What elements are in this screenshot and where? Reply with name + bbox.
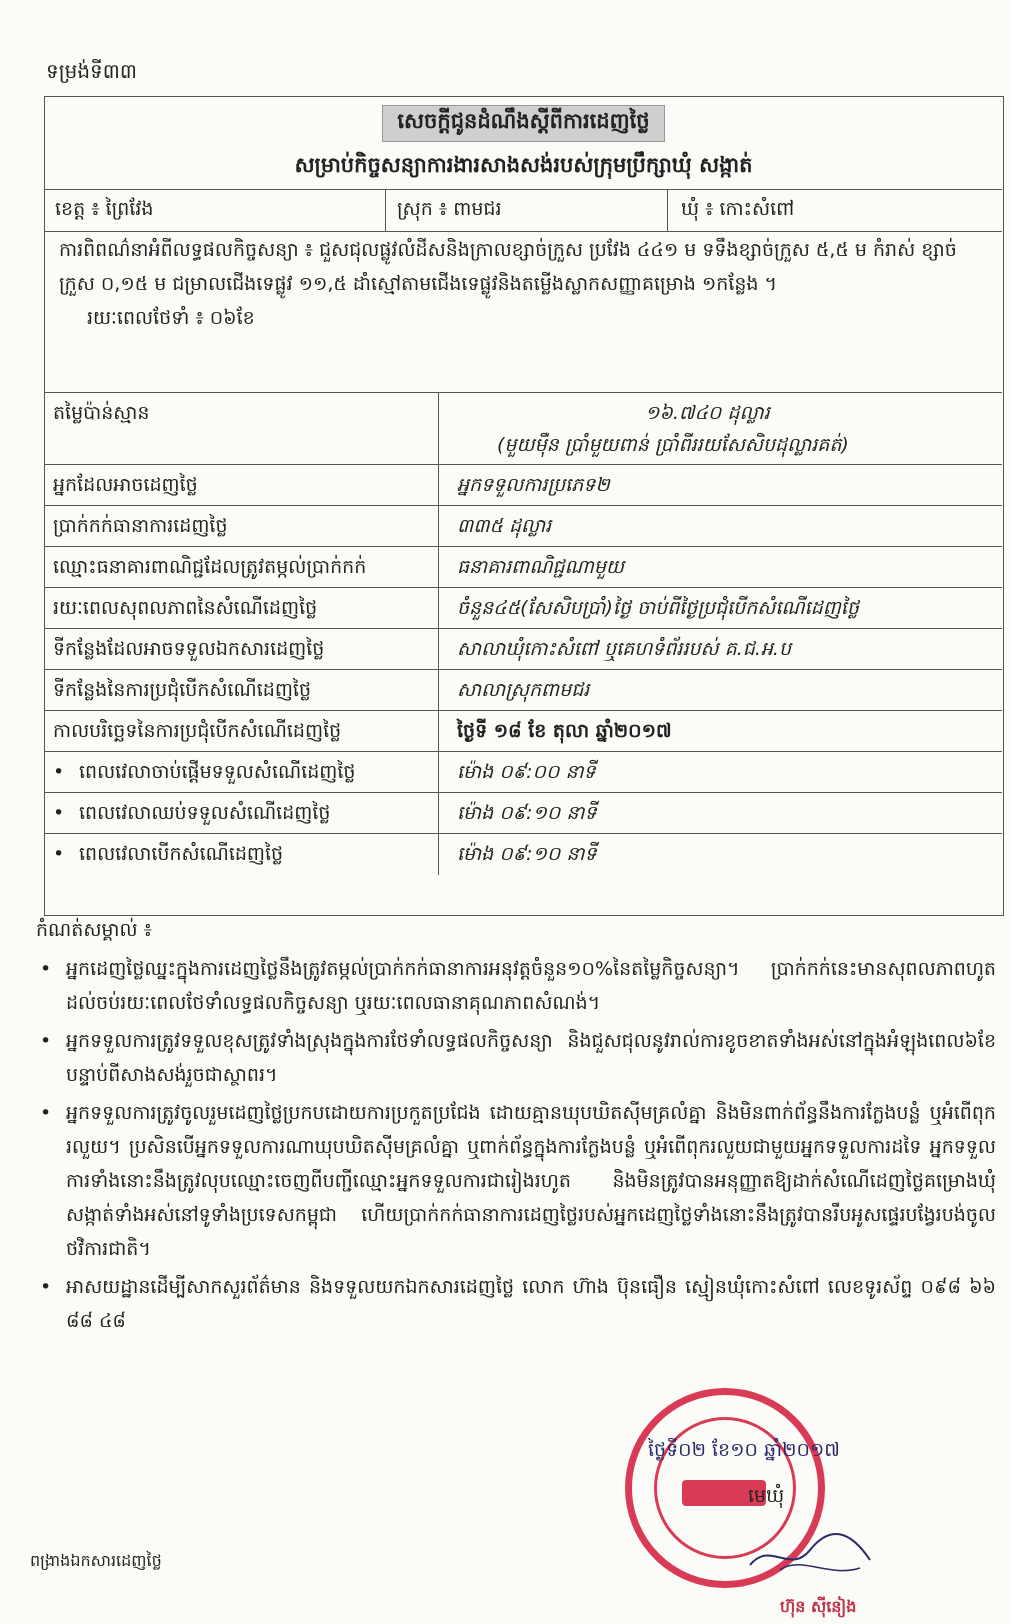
row-label: • ពេលវេលាចាប់ផ្តើមទទួលសំណើដេញថ្លៃ (53, 761, 356, 783)
list-item: • អ្នកដេញថ្លៃឈ្នះក្នុងការដេញថ្លៃនឹងត្រូវតម្កល់ប្រាក់កក់ធានាការអនុវត្តចំនួន១០%នៃតម្លៃកិច្ចសន្យា។ ប្រាក់កក់នេះមានសុពលភាពហូតដល់ចប់រយៈពេលថែទាំលទ្ធផលកិច្ចសន្យា ឬរយៈពេលធានាគុណភាពសំណង់។ (36, 952, 996, 1020)
row-label: អ្នកដែលអាចដេញថ្លៃ (53, 474, 198, 496)
row-value: ម៉ោង ០៩:០០ នាទី (457, 761, 596, 783)
bullet-label: ពេលវេលាចាប់ផ្តើមទទួលសំណើដេញថ្លៃ (79, 761, 356, 783)
title-line-2: សម្រាប់កិច្ចសន្យាការងារសាងសង់របស់ក្រុមប្រឹក្សាឃុំ សង្កាត់ (294, 153, 753, 177)
signature-date: ថ្ងៃទី០២ ខែ១០ ឆ្នាំ២០១៧ (648, 1439, 840, 1461)
list-item: • អ្នកទទួលការត្រូវចូលរួមដេញថ្លៃប្រកបដោយការប្រកួតប្រជែង ដោយគ្មានឃុបឃិតស៊ីមគ្រលំគ្នា និងមិនពាក់ព័ន្ធនឹងការក្លែងបន្លំ ឬអំពើពុករលួយ។ ប្រសិនបើអ្នកទទួលការណាឃុបឃិតស៊ីមគ្រលំគ្នា ឬពាក់ព័ន្ធក្នុងការក្លែងបន្លំ ឬអំពើពុករលួយជាមួយអ្នកទទួលការដទៃ អ្នកទទួលការទាំងនោះនឹងត្រូវលុបឈ្មោះចេញពីបញ្ជីឈ្មោះអ្នកទទួលការជារៀងរហូត និងមិនត្រូវបានអនុញ្ញាតឱ្យដាក់សំណើដេញថ្លៃគម្រោងឃុំ សង្កាត់ទាំងអស់នៅទូទាំងប្រទេសកម្ពុជា ហើយប្រាក់កក់ធានាការដេញថ្លៃរបស់អ្នកដេញថ្លៃទាំងនោះនឹងត្រូវបានរឹបអូសផ្ទេរបង្វែរបង់ចូលថវិការជាតិ។ (36, 1096, 996, 1266)
contract-description (45, 231, 1002, 393)
commune: ឃុំ ៖ កោះសំពៅ (681, 198, 795, 220)
row-value: ចំនួន៤៥(សែសិបប្រាំ)ថ្ងៃ ចាប់ពីថ្ងៃប្រជុំបើកសំណើដេញថ្លៃ (457, 597, 859, 619)
table-row (45, 670, 1002, 711)
row-label: ប្រាក់កក់ធានាការដេញថ្លៃ (53, 515, 228, 537)
estimate-words: (មួយម៉ឺន ប្រាំមួយពាន់ ប្រាំពីររយសែសិបដុល្លារគត់) (497, 434, 849, 456)
row-label: • ពេលវេលាបើកសំណើដេញថ្លៃ (53, 843, 284, 865)
row-value: ធនាគារពាណិជ្ជណាមួយ (457, 556, 624, 578)
bullet-label: ពេលវេលាបើកសំណើដេញថ្លៃ (79, 843, 284, 865)
description-text: ការពិពណ៌នាអំពីលទ្ធផលកិច្ចសន្យា ៖ ជួសជុលផ្លូវលំដីសនិងក្រាលខ្សាច់ក្រួស ប្រវែង ៤៤១ ម ទទឹងខ្សាច់ក្រួស ៥,៥ ម កំរាស់ ខ្សាច់ក្រួស ០,១៥ ម ជម្រាលជើងទេផ្លូវ ១១,៥ ដាំស្មៅតាមជើងទេផ្លូវនិងតម្លើងស្លាកសញ្ញាគម្រោង ១កន្លែង ។ (59, 239, 957, 295)
table-row (45, 465, 1002, 506)
row-value: ៣៣៥ ដុល្លារ (457, 515, 552, 537)
table-row (45, 629, 1002, 670)
notice-frame (44, 96, 1004, 916)
handwritten-signature (740, 1520, 880, 1580)
province: ខេត្ត ៖ ព្រៃវែង (55, 198, 154, 220)
table-row (45, 793, 1002, 834)
form-number: ទម្រង់ទី៣៣ (46, 59, 137, 83)
row-label: • ពេលវេលាឈប់ទទួលសំណើដេញថ្លៃ (53, 802, 331, 824)
details-table (45, 393, 1002, 875)
list-item: • អ្នកទទួលការត្រូវទទួលខុសត្រូវទាំងស្រុងក្នុងការថែទាំលទ្ធផលកិច្ចសន្យា និងជួសជុលនូវរាល់ការខូចខាតទាំងអស់នៅក្នុងអំឡុងពេល៦ខែ បន្ទាប់ពីសាងសង់រួចជាស្ថាពរ។ (36, 1024, 996, 1092)
bullet-label: ពេលវេលាឈប់ទទួលសំណើដេញថ្លៃ (79, 802, 331, 824)
footer-note: ពង្រាងឯកសារដេញថ្លៃ (30, 1551, 162, 1570)
row-value: សាលាឃុំកោះសំពៅ ឬគេហទំព័ររបស់ គ.ជ.អ.ប (457, 638, 792, 660)
table-row (45, 752, 1002, 793)
table-row (45, 834, 1002, 875)
row-value: ម៉ោង ០៩:១០ នាទី (457, 802, 597, 824)
row-value: អ្នកទទួលការប្រភេទ២ (457, 474, 610, 496)
row-label: កាលបរិច្ឆេទនៃការប្រជុំបើកសំណើដេញថ្លៃ (53, 720, 342, 742)
table-row-estimate (45, 393, 1002, 465)
list-item: • អាសយដ្ឋានដើម្បីសាកសួរព័ត៌មាន និងទទួលយកឯកសារដេញថ្លៃ លោក ហ៊ាង ប៊ុនធឿន ស្មៀនឃុំកោះសំពៅ លេខទូរស័ព្ទ ០៩៨ ៦៦ ៨៨ ៤៨ (36, 1270, 996, 1338)
title-line-1: សេចក្តីជូនដំណឹងស្តីពីការដេញថ្លៃ (382, 105, 664, 142)
row-value: ម៉ោង ០៩:១០ នាទី (457, 843, 597, 865)
signature-title: មេឃុំ (748, 1485, 785, 1507)
maintenance-duration: រយៈពេលថែទាំ ៖ ០៦ខែ (87, 307, 255, 329)
location-row (45, 189, 1002, 232)
table-row (45, 588, 1002, 629)
estimate-value: ១៦.៧៤០ ដុល្លារ (645, 402, 770, 424)
district: ស្រុក ៖ ពាមជរ (397, 198, 502, 220)
notes-title: កំណត់សម្គាល់ ៖ (36, 919, 152, 941)
row-label: ទីកន្លែងនៃការប្រជុំបើកសំណើដេញថ្លៃ (53, 679, 312, 701)
row-value: ថ្ងៃទី ១៨ ខែ តុលា ឆ្នាំ២០១៧ (457, 720, 672, 742)
table-row (45, 506, 1002, 547)
signatory-name: ហ៊ុន ស៊ីនៀង (780, 1597, 857, 1616)
row-label: ឈ្មោះធនាគារពាណិជ្ជដែលត្រូវតម្កល់ប្រាក់កក់ (53, 556, 367, 578)
row-value: សាលាស្រុកពាមជរ (457, 679, 590, 701)
title-box (45, 97, 1002, 190)
row-label: រយៈពេលសុពលភាពនៃសំណើដេញថ្លៃ (53, 597, 318, 619)
row-label: ទីកន្លែងដែលអាចទទួលឯកសារដេញថ្លៃ (53, 638, 325, 660)
estimate-label: តម្លៃប៉ាន់ស្មាន (53, 402, 150, 424)
notes-list (36, 952, 996, 1342)
table-row (45, 547, 1002, 588)
table-row (45, 711, 1002, 752)
